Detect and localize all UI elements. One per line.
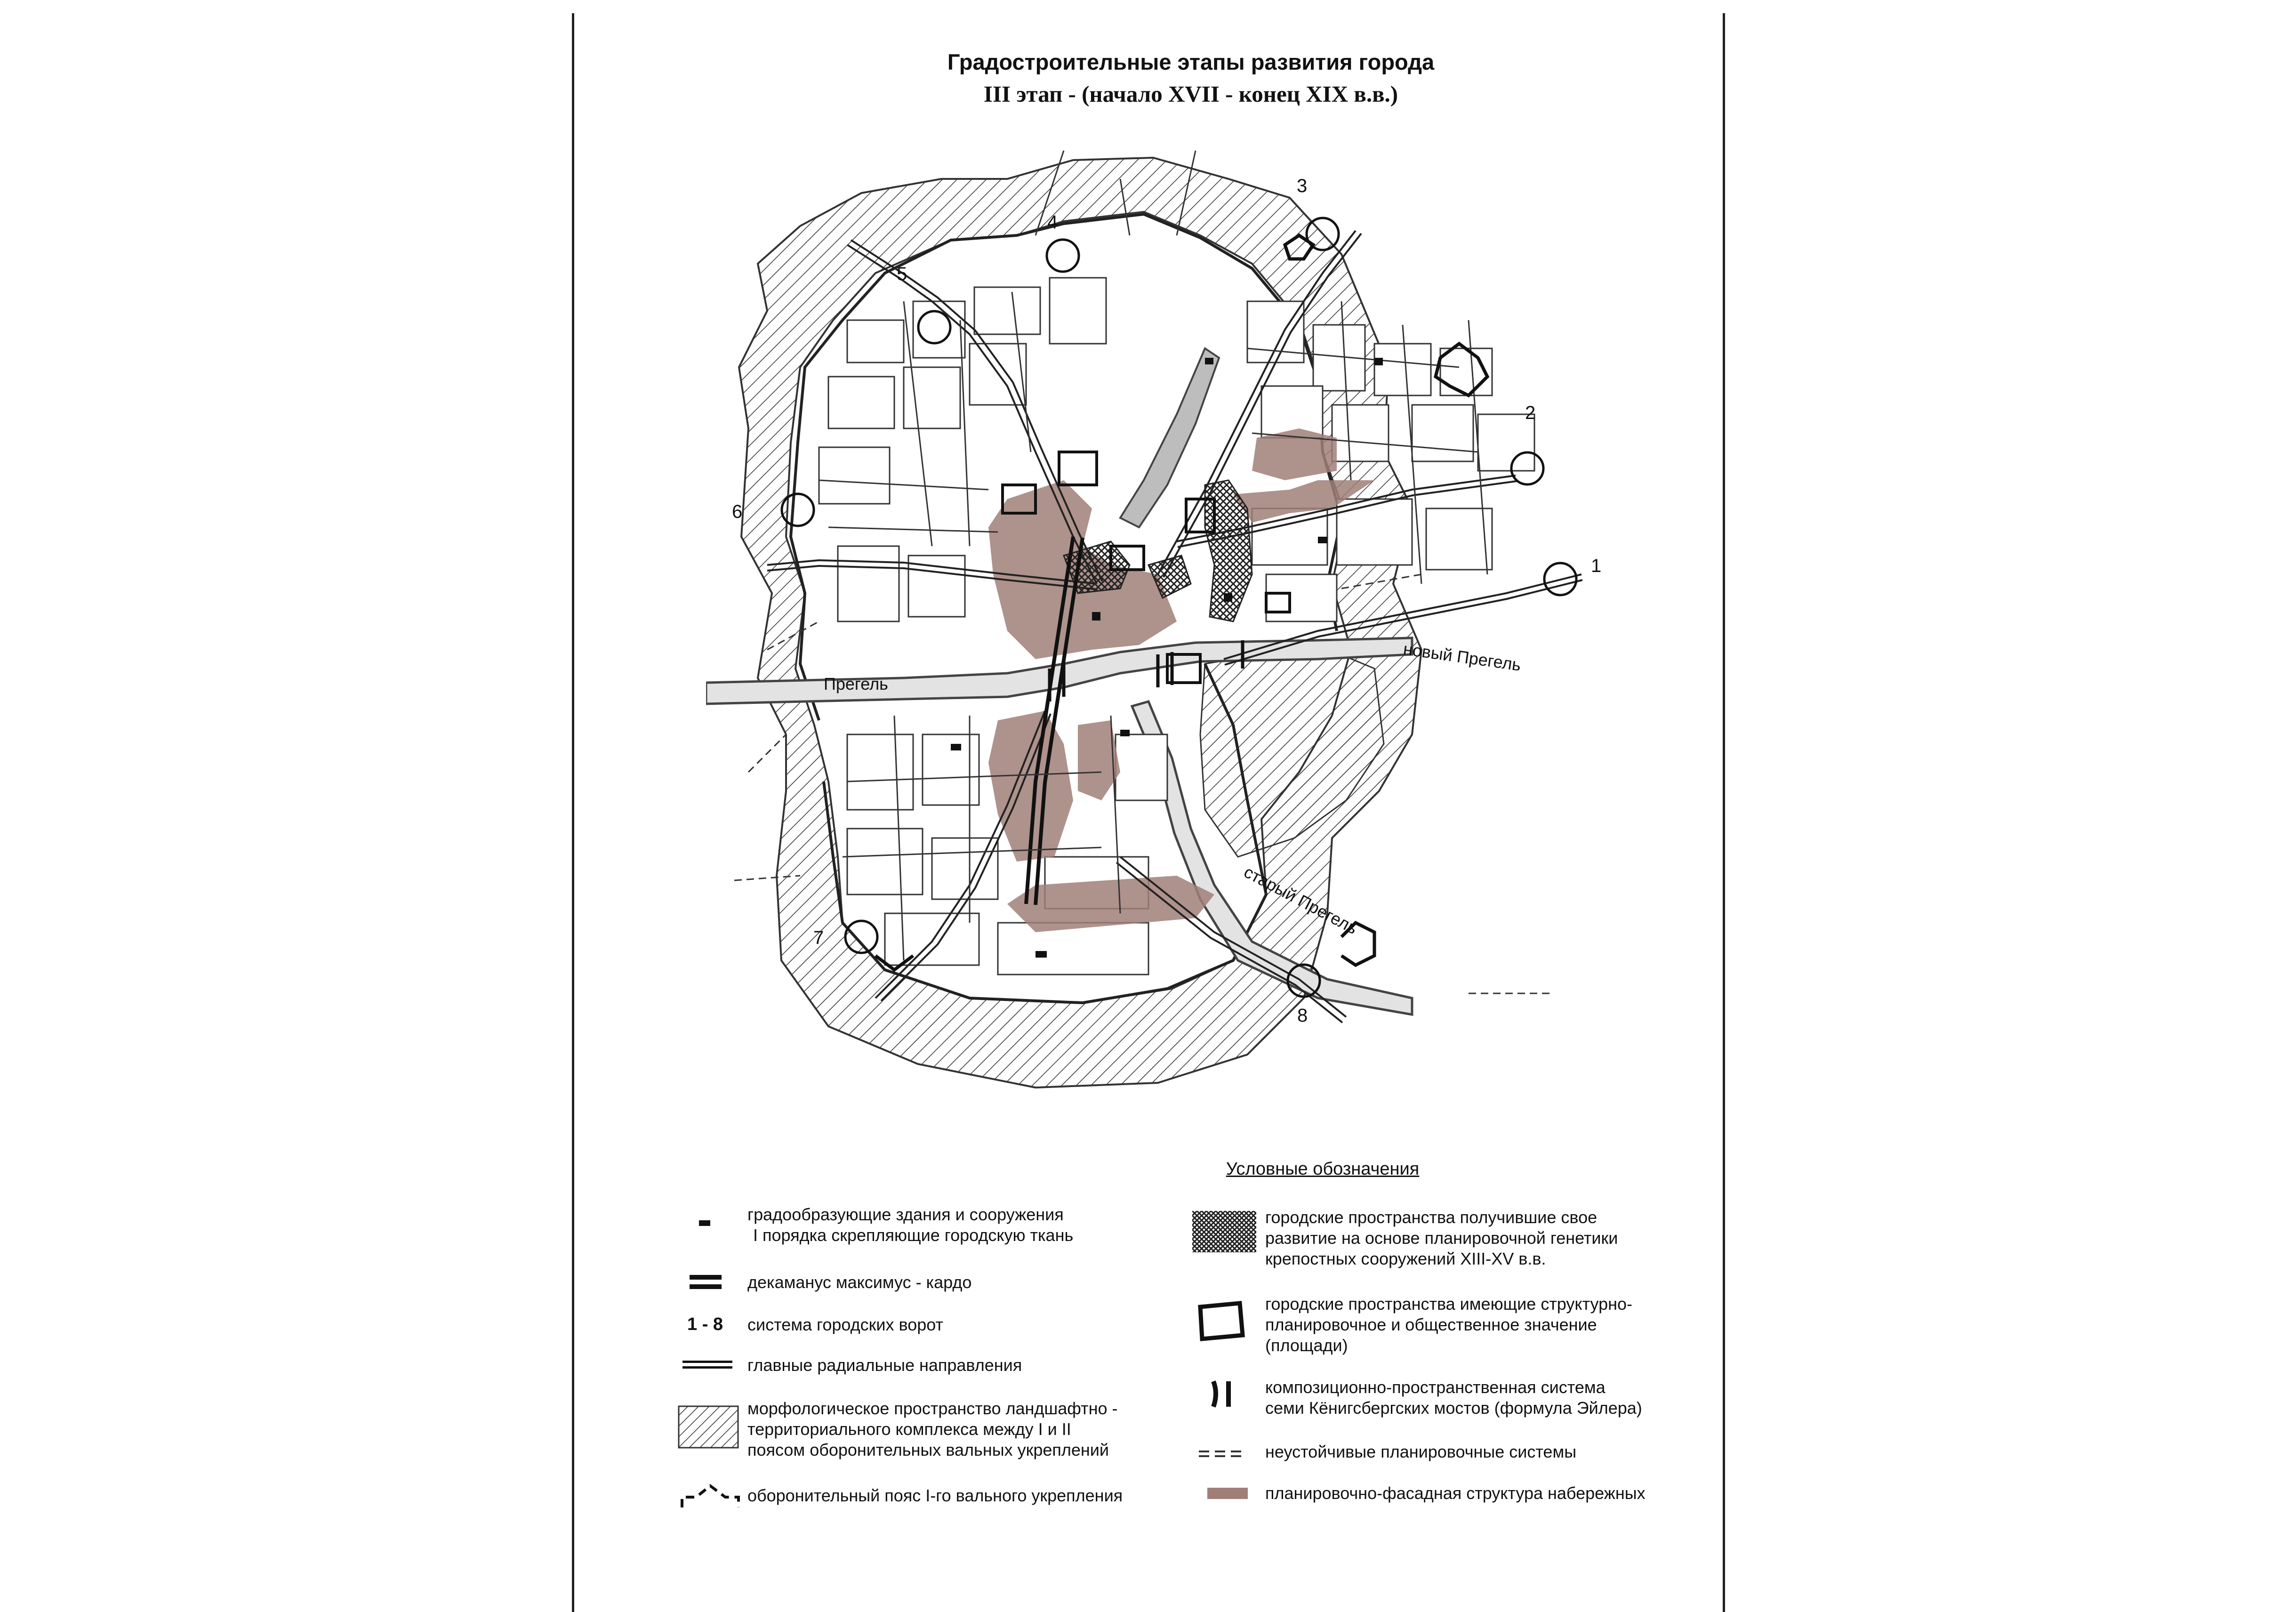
gate-number-8: 8 <box>1297 1005 1308 1026</box>
legend-text: главные радиальные направления <box>747 1355 1022 1375</box>
legend-text: семи Кёнигсбергских мостов (формула Эйлера) <box>1265 1398 1642 1418</box>
gate-number-1: 1 <box>1591 556 1602 576</box>
gate-number-5: 5 <box>897 264 907 284</box>
legend-item-landscape <box>747 1398 1118 1460</box>
legend-text: поясом оборонительных вальных укреплений <box>747 1440 1109 1459</box>
city-plan-map <box>706 122 1694 1130</box>
gate-circle-4 <box>1047 240 1079 272</box>
right-frame-line <box>1723 13 1725 1612</box>
cross-hatch-icon <box>1192 1211 1258 1254</box>
legend-text: морфологическое пространство ландшафтно - <box>747 1399 1118 1418</box>
legend-text: планировочно-фасадная структура набережных <box>1265 1483 1646 1503</box>
legend-item-key-buildings <box>747 1204 1073 1246</box>
legend-item-radials <box>747 1355 1022 1376</box>
river-label-old-pregel: старый Прегель <box>1241 862 1361 938</box>
bridge-icon <box>1210 1379 1233 1409</box>
dashed-bastion-icon <box>680 1483 741 1511</box>
black-block-icon <box>698 1218 712 1228</box>
double-line-icon <box>682 1360 734 1371</box>
legend-text: развитие на основе планировочной генетики <box>1265 1228 1618 1248</box>
legend-item-bridges <box>1265 1377 1642 1419</box>
legend-text: неустойчивые планировочные системы <box>1265 1442 1577 1461</box>
title-line-2: III этап - (начало XVII - конец XIX в.в.) <box>983 81 1398 107</box>
legend-text: городские пространства имеющие структурно- <box>1265 1294 1632 1314</box>
legend-item-squares <box>1265 1294 1632 1356</box>
dashed-line-icon <box>1198 1449 1250 1458</box>
legend-item-fortress-genetics <box>1265 1207 1618 1269</box>
legend-text: оборонительный пояс I-го вального укрепления <box>747 1486 1123 1505</box>
gate-number-6: 6 <box>732 501 743 522</box>
title-line-1: Градостроительные этапы развития города <box>947 49 1435 74</box>
left-frame-line <box>572 13 574 1612</box>
river-label-new-pregel: новый Прегель <box>1402 639 1523 675</box>
gate-number-2: 2 <box>1525 403 1536 423</box>
legend-text: территориального комплекса между I и II <box>747 1419 1071 1439</box>
page-title <box>753 46 1629 110</box>
legend-text: система городских ворот <box>747 1315 943 1334</box>
gate-range-label: 1 - 8 <box>687 1314 723 1334</box>
legend-text: композиционно-пространственная система <box>1265 1378 1606 1397</box>
legend-text: I порядка скрепляющие городскую ткань <box>753 1225 1074 1245</box>
legend-item-decumanus <box>747 1272 971 1293</box>
legend-text: планировочное и общественное значение <box>1265 1315 1597 1334</box>
gate-number-4: 4 <box>1047 212 1058 233</box>
legend-item-gates <box>747 1314 943 1335</box>
square-frame-icon <box>1196 1300 1247 1343</box>
diagonal-hatch-icon <box>678 1405 740 1450</box>
legend-item-embankments <box>1265 1483 1646 1504</box>
double-bar-icon <box>690 1273 723 1292</box>
gate-number-7: 7 <box>813 927 824 948</box>
river-label-pregel: Прегель <box>824 674 888 693</box>
legend-text: декаманус максимус - кардо <box>747 1273 972 1292</box>
brown-fill-icon <box>1207 1487 1250 1501</box>
gate-number-3: 3 <box>1297 176 1308 196</box>
legend-text: градообразующие здания и сооружения <box>747 1205 1064 1224</box>
legend-item-defence-belt <box>747 1485 1123 1506</box>
legend-text: городские пространства получившие свое <box>1265 1208 1598 1227</box>
legend-text: крепостных сооружений XIII-XV в.в. <box>1265 1249 1546 1268</box>
legend-item-unstable <box>1265 1442 1576 1462</box>
legend-heading: Условные обозначения <box>1226 1159 1420 1179</box>
legend-text: (площади) <box>1265 1336 1348 1355</box>
hatched-southeast-area <box>1200 645 1384 857</box>
town-blocks <box>819 278 1534 975</box>
